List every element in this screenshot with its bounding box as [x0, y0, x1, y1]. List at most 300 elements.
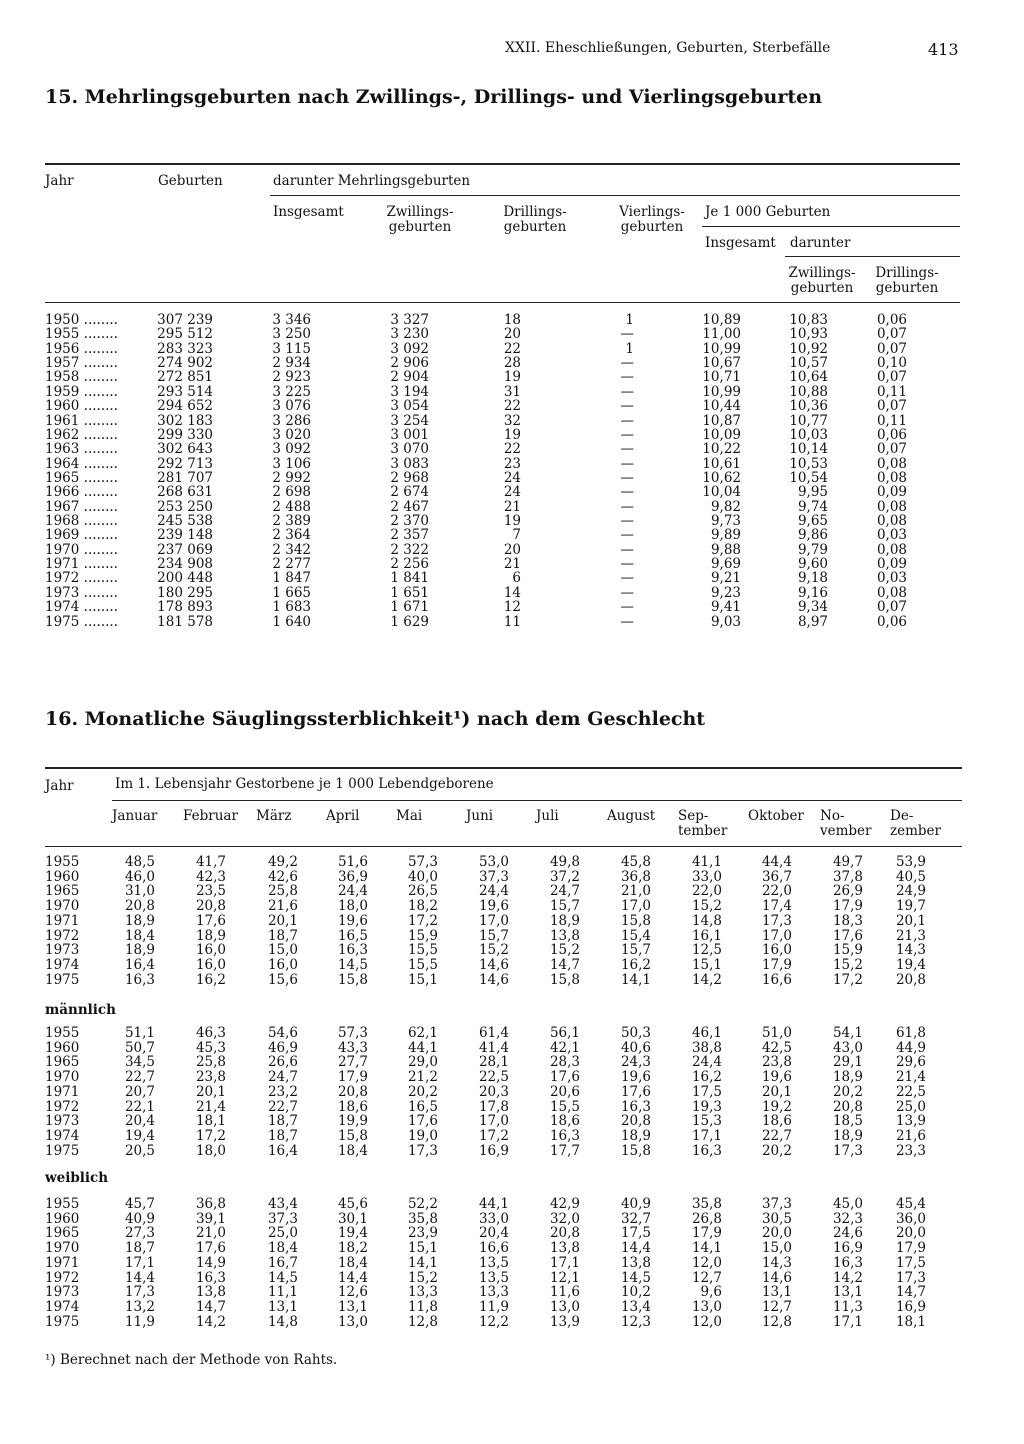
table-cell: 10,53 — [789, 455, 828, 472]
table-cell: 44,1 — [407, 1039, 438, 1056]
table-cell: 42,5 — [761, 1039, 792, 1056]
section-label: weiblich — [45, 1170, 109, 1186]
table-cell: 15,0 — [761, 1240, 792, 1257]
col-month: August — [607, 808, 656, 824]
table-cell: — — [620, 541, 634, 558]
table-cell: 46,3 — [195, 1025, 226, 1041]
table-cell: 18,7 — [267, 927, 298, 944]
table-cell: 45,0 — [832, 1196, 863, 1212]
table-cell: 1974 — [45, 1127, 80, 1144]
table-row — [0, 442, 1024, 456]
table-cell: 14,3 — [761, 1254, 792, 1271]
table-cell: 9,23 — [710, 584, 741, 601]
table-cell: 22,7 — [761, 1127, 792, 1144]
table-row — [0, 929, 1024, 943]
table-cell: 2 277 — [272, 556, 311, 573]
table-cell: 1955 — [45, 854, 80, 870]
table-cell: 17,9 — [761, 956, 792, 973]
table-cell: 17,1 — [691, 1127, 722, 1144]
rule — [270, 195, 960, 196]
table-cell: 13,4 — [620, 1298, 651, 1315]
col-month: Oktober — [748, 808, 804, 824]
table-cell: 34,5 — [124, 1054, 155, 1071]
table-cell: 17,8 — [478, 1098, 509, 1115]
table-row — [0, 500, 1024, 514]
table-cell: 15,5 — [407, 956, 438, 973]
col-month: März — [256, 808, 292, 824]
table-row — [0, 914, 1024, 928]
table-cell: 11,6 — [549, 1284, 580, 1301]
table-cell: 302 643 — [157, 441, 213, 458]
table-cell: 2 968 — [390, 469, 429, 486]
table-cell: 25,0 — [267, 1225, 298, 1242]
table-row — [0, 428, 1024, 442]
table-cell: 21,0 — [620, 883, 651, 900]
table-row — [0, 899, 1024, 913]
col-month: Mai — [396, 808, 423, 824]
table-cell: 13,2 — [124, 1298, 155, 1315]
table-cell: 14,6 — [478, 971, 509, 988]
table-cell: 17,0 — [620, 898, 651, 915]
table-cell: 24,4 — [337, 883, 368, 900]
table-cell: 0,07 — [876, 369, 907, 386]
table-cell: 0,08 — [876, 541, 907, 558]
table-cell: 20,3 — [478, 1083, 509, 1100]
col-jahr: Jahr — [45, 778, 74, 794]
table-cell: — — [620, 570, 634, 587]
table-cell: 19 — [503, 426, 521, 443]
rule — [112, 800, 962, 801]
table-cell: 2 370 — [390, 513, 429, 530]
table-cell: — — [620, 326, 634, 343]
table-row — [0, 958, 1024, 972]
table-cell: 41,7 — [195, 854, 226, 870]
table-cell: 15,9 — [832, 942, 863, 959]
table-cell: 2 934 — [272, 355, 311, 372]
table-cell: 13,5 — [478, 1254, 509, 1271]
table-cell: 14,4 — [337, 1269, 368, 1286]
col-insgesamt: Insgesamt — [273, 204, 344, 220]
table-cell: 2 674 — [390, 484, 429, 501]
table-cell: 15,1 — [691, 956, 722, 973]
table-cell: 20,0 — [895, 1225, 926, 1242]
table-cell: 16,3 — [620, 1098, 651, 1115]
page-number: 413 — [928, 40, 959, 59]
table-cell: 22,0 — [761, 883, 792, 900]
table-cell: 10,57 — [789, 355, 828, 372]
table-cell: 22,5 — [478, 1069, 509, 1086]
table-cell: 16,9 — [832, 1240, 863, 1257]
table-cell: 37,8 — [832, 868, 863, 885]
table-cell: 17,9 — [895, 1240, 926, 1257]
table-cell: — — [620, 369, 634, 386]
table-cell: 53,0 — [478, 854, 509, 870]
table-cell: 1965 — [45, 1225, 80, 1242]
table-cell: 19 — [503, 513, 521, 530]
table-cell: 33,0 — [691, 868, 722, 885]
table-cell: 181 578 — [157, 613, 213, 630]
table-cell: 25,8 — [267, 883, 298, 900]
table-cell: 1970 — [45, 1069, 80, 1086]
table-cell: 1 841 — [390, 570, 429, 587]
table-row — [0, 457, 1024, 471]
table-cell: 27,3 — [124, 1225, 155, 1242]
table-cell: 1967 ........ — [45, 498, 118, 515]
table-cell: 45,8 — [620, 854, 651, 870]
table-cell: 13,1 — [832, 1284, 863, 1301]
table-row — [0, 557, 1024, 571]
table-cell: 9,86 — [797, 527, 828, 544]
table-cell: — — [620, 599, 634, 616]
table-cell: 16,5 — [407, 1098, 438, 1115]
table-cell: 1971 ........ — [45, 556, 118, 573]
table-cell: 2 904 — [390, 369, 429, 386]
table-cell: — — [620, 484, 634, 501]
table-row — [0, 1070, 1024, 1084]
table-row — [0, 855, 1024, 869]
table-cell: 20,2 — [832, 1083, 863, 1100]
table-cell: 19,4 — [124, 1127, 155, 1144]
table-cell: 17,6 — [832, 927, 863, 944]
table-cell: 283 323 — [157, 340, 213, 357]
table-cell: 12,7 — [761, 1298, 792, 1315]
table-cell: 20,8 — [620, 1113, 651, 1130]
table-cell: 1972 — [45, 1269, 80, 1286]
table-cell: 1963 ........ — [45, 441, 118, 458]
table-cell: 9,65 — [797, 513, 828, 530]
table-cell: 29,6 — [895, 1054, 926, 1071]
table-cell: 15,2 — [478, 942, 509, 959]
table-cell: 16,2 — [195, 971, 226, 988]
table-cell: 20,0 — [761, 1225, 792, 1242]
table-cell: 18,4 — [337, 1142, 368, 1159]
table-cell: 253 250 — [157, 498, 213, 515]
table-cell: 14,7 — [549, 956, 580, 973]
table-row — [0, 342, 1024, 356]
table-cell: 22,7 — [267, 1098, 298, 1115]
table-cell: 0,07 — [876, 340, 907, 357]
table-cell: 0,08 — [876, 513, 907, 530]
table-cell: 37,2 — [549, 868, 580, 885]
table-row — [0, 543, 1024, 557]
table-row — [0, 1300, 1024, 1314]
table-cell: 12,2 — [478, 1313, 509, 1330]
table-cell: 1968 ........ — [45, 513, 118, 530]
table-cell: 9,79 — [797, 541, 828, 558]
table-cell: 3 106 — [272, 455, 311, 472]
table-cell: 18,6 — [549, 1113, 580, 1130]
table-cell: 19,3 — [691, 1098, 722, 1115]
table-cell: 14,2 — [691, 971, 722, 988]
table-cell: 14,9 — [195, 1254, 226, 1271]
table-cell: 10,04 — [702, 484, 741, 501]
table-cell: 18,6 — [761, 1113, 792, 1130]
table-cell: 2 256 — [390, 556, 429, 573]
table-cell: 9,34 — [797, 599, 828, 616]
col-month: No- vember — [820, 808, 872, 839]
table-cell: — — [620, 584, 634, 601]
table-cell: 49,7 — [832, 854, 863, 870]
table16-title: 16. Monatliche Säuglingssterblichkeit¹) nach dem Geschlecht — [45, 708, 706, 730]
table-row — [0, 471, 1024, 485]
table-cell: 17,6 — [549, 1069, 580, 1086]
table-cell: 3 194 — [390, 383, 429, 400]
table-cell: 43,0 — [832, 1039, 863, 1056]
table-cell: 9,82 — [710, 498, 741, 515]
table-row — [0, 884, 1024, 898]
table-cell: 17,6 — [620, 1083, 651, 1100]
table-cell: 17,3 — [407, 1142, 438, 1159]
table-cell: 17,3 — [761, 912, 792, 929]
table-cell: 0,07 — [876, 599, 907, 616]
table-cell: 10,22 — [702, 441, 741, 458]
table-cell: 17,1 — [549, 1254, 580, 1271]
table-cell: 3 115 — [272, 340, 311, 357]
table-cell: 1972 — [45, 927, 80, 944]
table-cell: 274 902 — [157, 355, 213, 372]
table-cell: 14,5 — [267, 1269, 298, 1286]
table-cell: 46,0 — [124, 868, 155, 885]
table-cell: 22,5 — [895, 1083, 926, 1100]
col-month: Januar — [112, 808, 158, 824]
table-cell: 1975 ........ — [45, 613, 118, 630]
table-cell: 1960 ........ — [45, 398, 118, 415]
table-cell: 37,3 — [267, 1210, 298, 1227]
table-cell: 17,9 — [691, 1225, 722, 1242]
table-cell: — — [620, 398, 634, 415]
table-cell: 11,00 — [702, 326, 741, 343]
table-cell: 294 652 — [157, 398, 213, 415]
table-cell: 14,5 — [620, 1269, 651, 1286]
table-cell: 26,9 — [832, 883, 863, 900]
table-cell: 14,1 — [407, 1254, 438, 1271]
col-je-insgesamt: Insgesamt — [705, 235, 776, 251]
table-cell: 50,3 — [620, 1025, 651, 1041]
table-cell: 51,1 — [124, 1025, 155, 1041]
table-cell: 302 183 — [157, 412, 213, 429]
table-cell: 23,2 — [267, 1083, 298, 1100]
table-row — [0, 1315, 1024, 1329]
table-cell: 20,8 — [195, 898, 226, 915]
table-cell: 10,92 — [789, 340, 828, 357]
table-cell: 18,7 — [124, 1240, 155, 1257]
table-cell: 9,16 — [797, 584, 828, 601]
table-cell: — — [620, 469, 634, 486]
table-cell: 237 069 — [157, 541, 213, 558]
table-cell: 1974 — [45, 956, 80, 973]
table-cell: 16,2 — [691, 1069, 722, 1086]
table-cell: 13,0 — [337, 1313, 368, 1330]
table-cell: 17,6 — [407, 1113, 438, 1130]
table-cell: 17,2 — [478, 1127, 509, 1144]
table-cell: 46,1 — [691, 1025, 722, 1041]
table-cell: 16,2 — [620, 956, 651, 973]
table-cell: 3 020 — [272, 426, 311, 443]
table-cell: 20,8 — [549, 1225, 580, 1242]
table-cell: 18,9 — [549, 912, 580, 929]
table-cell: 1957 ........ — [45, 355, 118, 372]
table-cell: 2 906 — [390, 355, 429, 372]
table-cell: 15,2 — [832, 956, 863, 973]
table-cell: 17,9 — [832, 898, 863, 915]
table-cell: 19,6 — [761, 1069, 792, 1086]
table-cell: 9,95 — [797, 484, 828, 501]
table-cell: 26,6 — [267, 1054, 298, 1071]
col-month: Sep- tember — [678, 808, 728, 839]
table-cell: — — [620, 383, 634, 400]
table-cell: 21,6 — [895, 1127, 926, 1144]
table-cell: 10,54 — [789, 469, 828, 486]
table-cell: 3 286 — [272, 412, 311, 429]
col-month: April — [326, 808, 360, 824]
col-vierlinge: Vierlings- geburten — [619, 204, 685, 235]
table-cell: 9,88 — [710, 541, 741, 558]
table-row — [0, 571, 1024, 585]
table-cell: 0,06 — [876, 426, 907, 443]
table-cell: 18,4 — [124, 927, 155, 944]
table-cell: 20,4 — [124, 1113, 155, 1130]
table-row — [0, 399, 1024, 413]
table-cell: 57,3 — [337, 1025, 368, 1041]
table-cell: 16,6 — [761, 971, 792, 988]
table-cell: 178 893 — [157, 599, 213, 616]
table-cell: 2 357 — [390, 527, 429, 544]
table-cell: 18,0 — [195, 1142, 226, 1159]
table-cell: 9,6 — [700, 1284, 722, 1301]
table-cell: 1 — [625, 312, 634, 328]
table-cell: 23,5 — [195, 883, 226, 900]
table-cell: 16,3 — [195, 1269, 226, 1286]
table-cell: 14,1 — [620, 971, 651, 988]
table-cell: 17,2 — [832, 971, 863, 988]
table-cell: 1960 — [45, 868, 80, 885]
table-cell: 33,0 — [478, 1210, 509, 1227]
table-cell: 0,08 — [876, 469, 907, 486]
table-cell: 54,1 — [832, 1025, 863, 1041]
table-cell: 21,6 — [267, 898, 298, 915]
table-cell: 56,1 — [549, 1025, 580, 1041]
table-cell: 20,2 — [407, 1083, 438, 1100]
table-cell: 37,3 — [761, 1196, 792, 1212]
table-cell: 10,09 — [702, 426, 741, 443]
table-cell: 20,1 — [895, 912, 926, 929]
table-cell: 18,9 — [832, 1069, 863, 1086]
table-cell: 28 — [503, 355, 521, 372]
table-cell: 12,0 — [691, 1254, 722, 1271]
table-cell: 1 629 — [390, 613, 429, 630]
table-cell: 292 713 — [157, 455, 213, 472]
table-cell: 36,8 — [620, 868, 651, 885]
table-cell: 50,7 — [124, 1039, 155, 1056]
table-cell: 25,0 — [895, 1098, 926, 1115]
table-cell: 14,4 — [620, 1240, 651, 1257]
table-cell: 17,3 — [832, 1142, 863, 1159]
table-row — [0, 414, 1024, 428]
table-cell: 16,6 — [478, 1240, 509, 1257]
table-cell: 22 — [503, 340, 521, 357]
table-row — [0, 313, 1024, 327]
table-cell: 1974 ........ — [45, 599, 118, 616]
table-cell: 13,8 — [549, 927, 580, 944]
table-cell: 16,0 — [195, 956, 226, 973]
table-cell: 15,2 — [407, 1269, 438, 1286]
table-cell: 15,7 — [620, 942, 651, 959]
table-row — [0, 1271, 1024, 1285]
col-month: De- zember — [890, 808, 941, 839]
table-cell: 40,9 — [124, 1210, 155, 1227]
table-cell: 51,0 — [761, 1025, 792, 1041]
table-cell: 23,9 — [407, 1225, 438, 1242]
table-cell: 268 631 — [157, 484, 213, 501]
table-cell: 1975 — [45, 1142, 80, 1159]
table-cell: 20,8 — [895, 971, 926, 988]
col-darunter: darunter Mehrlingsgeburten — [273, 173, 471, 189]
table-cell: 16,4 — [124, 956, 155, 973]
table-cell: 14,2 — [195, 1313, 226, 1330]
table-cell: 15,8 — [620, 912, 651, 929]
table-cell: 15,8 — [337, 1127, 368, 1144]
table-row — [0, 1041, 1024, 1055]
table-cell: 299 330 — [157, 426, 213, 443]
table-cell: 43,3 — [337, 1039, 368, 1056]
table-cell: 42,9 — [549, 1196, 580, 1212]
col-span: Im 1. Lebensjahr Gestorbene je 1 000 Lebendgeborene — [115, 776, 494, 792]
col-zwillinge: Zwillings- geburten — [386, 204, 454, 235]
table-cell: 12,6 — [337, 1284, 368, 1301]
table-cell: 17,6 — [195, 912, 226, 929]
table-cell: 35,8 — [691, 1196, 722, 1212]
table-cell: — — [620, 355, 634, 372]
table-cell: 3 346 — [272, 312, 311, 328]
table-cell: 1971 — [45, 912, 80, 929]
table-cell: 1961 ........ — [45, 412, 118, 429]
table-cell: 35,8 — [407, 1210, 438, 1227]
col-geburten: Geburten — [158, 173, 223, 189]
table-cell: 18,9 — [620, 1127, 651, 1144]
table-cell: 15,7 — [478, 927, 509, 944]
table-cell: 1 671 — [390, 599, 429, 616]
table-row — [0, 586, 1024, 600]
table-cell: 13,5 — [478, 1269, 509, 1286]
table-cell: 9,03 — [710, 613, 741, 630]
table-cell: 19,6 — [620, 1069, 651, 1086]
table-cell: 28,1 — [478, 1054, 509, 1071]
table-cell: 17,0 — [478, 912, 509, 929]
table-cell: — — [620, 513, 634, 530]
table-cell: 10,71 — [702, 369, 741, 386]
table-cell: 20,4 — [478, 1225, 509, 1242]
table-cell: 10,64 — [789, 369, 828, 386]
table-cell: 2 467 — [390, 498, 429, 515]
table-cell: 14,3 — [895, 942, 926, 959]
table-cell: 12,0 — [691, 1313, 722, 1330]
table-cell: 15,8 — [620, 1142, 651, 1159]
table-cell: 36,0 — [895, 1210, 926, 1227]
table-cell: 51,6 — [337, 854, 368, 870]
table-cell: 53,9 — [895, 854, 926, 870]
table-cell: 1956 ........ — [45, 340, 118, 357]
table-cell: 0,06 — [876, 312, 907, 328]
table-cell: 10,83 — [789, 312, 828, 328]
table-cell: 20,5 — [124, 1142, 155, 1159]
col-je1000: Je 1 000 Geburten — [705, 204, 831, 220]
table-cell: 20 — [503, 541, 521, 558]
table-cell: 3 250 — [272, 326, 311, 343]
table-cell: 15,2 — [549, 942, 580, 959]
table-cell: 10,88 — [789, 383, 828, 400]
table-cell: 14,2 — [832, 1269, 863, 1286]
table-cell: 11 — [503, 613, 521, 630]
